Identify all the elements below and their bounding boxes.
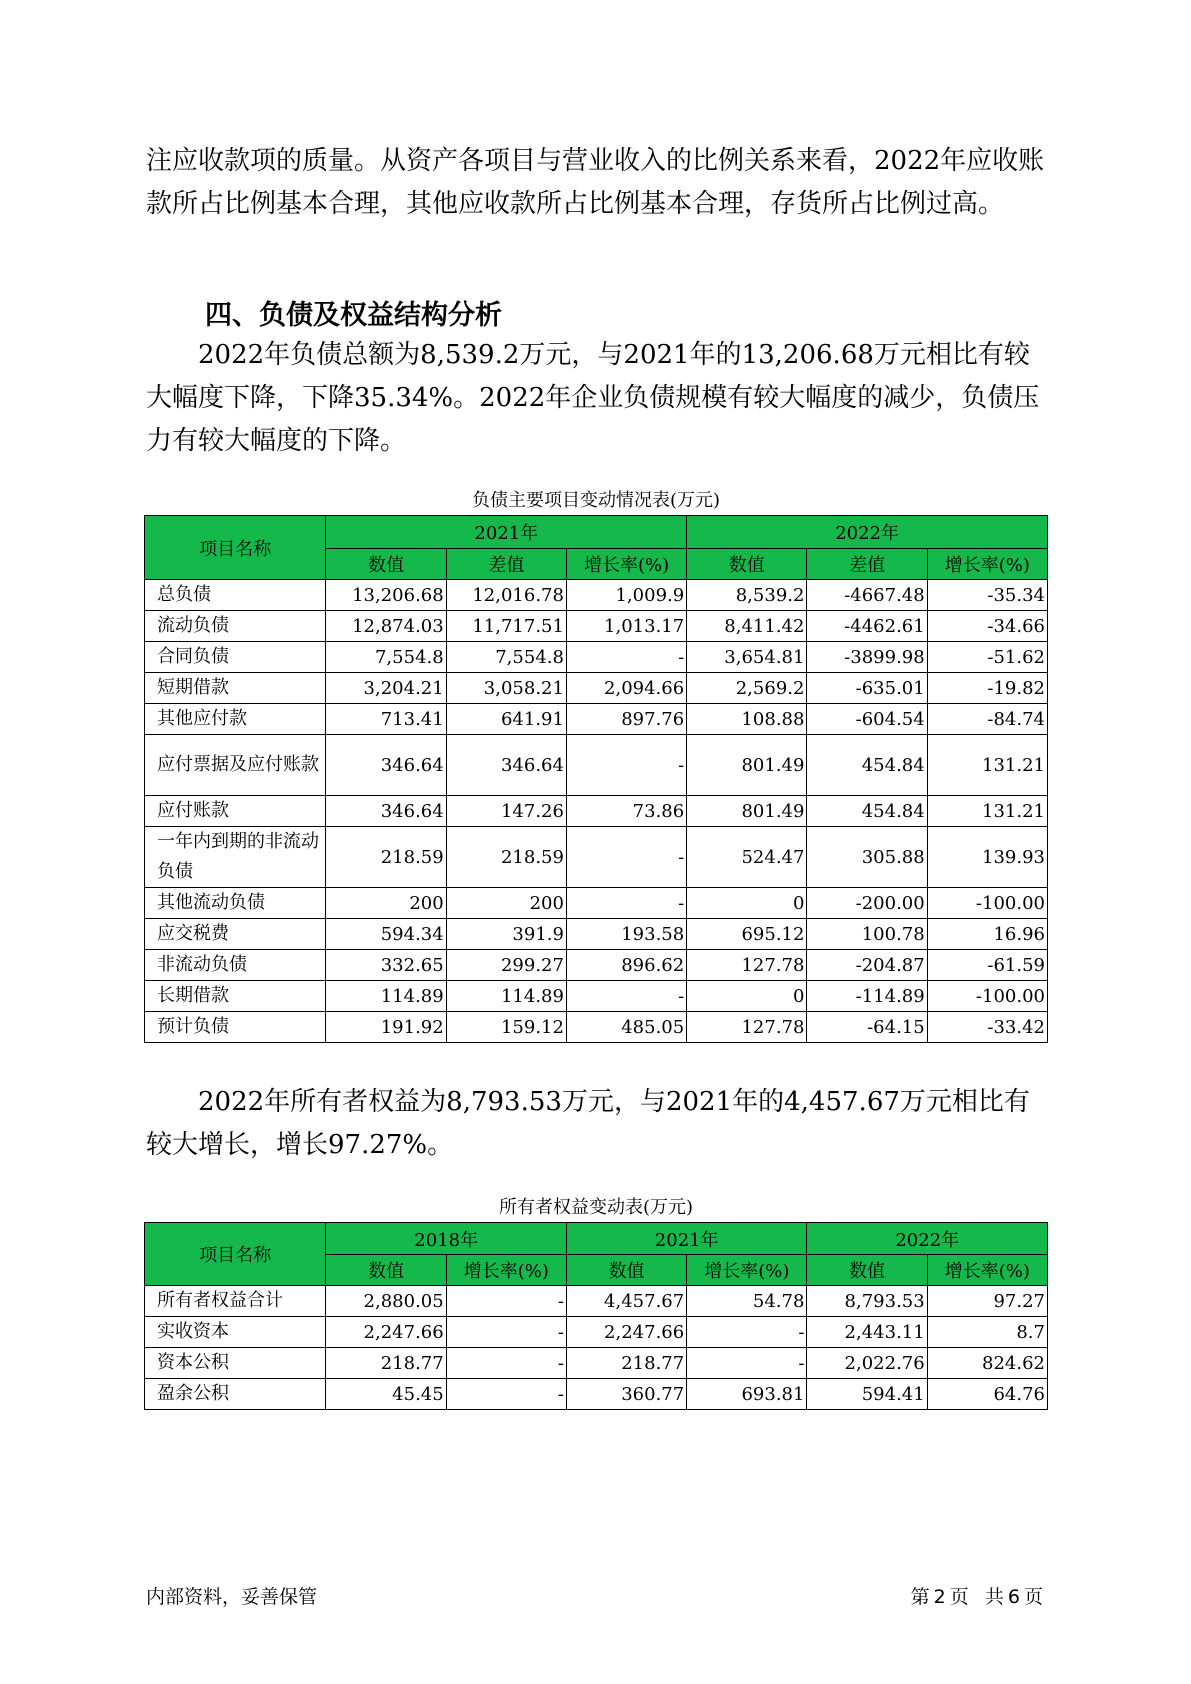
table-cell: 801.49 (687, 735, 807, 796)
row-label: 盈余公积 (145, 1379, 326, 1410)
table-row (145, 981, 1048, 1012)
table-cell: 2,880.05 (326, 1286, 446, 1317)
table-cell: -34.66 (927, 611, 1047, 642)
table-cell: 801.49 (687, 796, 807, 827)
footer-page-num: 2 (933, 1586, 946, 1608)
table-cell: 713.41 (326, 704, 446, 735)
row-label: 流动负债 (145, 611, 326, 642)
liability-subheader: 数值 (687, 549, 807, 580)
table-cell: -4462.61 (807, 611, 927, 642)
table-cell: 695.12 (687, 919, 807, 950)
table-cell: 332.65 (326, 950, 446, 981)
table-cell: 7,554.8 (446, 642, 566, 673)
table-row (145, 642, 1048, 673)
table-cell: 131.21 (927, 735, 1047, 796)
row-label: 短期借款 (145, 673, 326, 704)
table-cell: 454.84 (807, 735, 927, 796)
table-cell: 13,206.68 (326, 580, 446, 611)
table-cell: 594.34 (326, 919, 446, 950)
row-label: 应付票据及应付账款 (145, 735, 326, 796)
table-row (145, 919, 1048, 950)
table-cell: 693.81 (687, 1379, 807, 1410)
table-cell: 346.64 (446, 735, 566, 796)
liability-year-header: 2022年 (687, 516, 1048, 549)
table-row (145, 1348, 1048, 1379)
table-cell: 114.89 (446, 981, 566, 1012)
table-cell: 485.05 (566, 1012, 686, 1043)
table-cell: 897.76 (566, 704, 686, 735)
table-cell: 3,654.81 (687, 642, 807, 673)
table-cell: 524.47 (687, 827, 807, 888)
table-cell: 12,874.03 (326, 611, 446, 642)
table-cell: 824.62 (927, 1348, 1047, 1379)
table-cell: -64.15 (807, 1012, 927, 1043)
table-cell: 2,247.66 (566, 1317, 686, 1348)
table-cell: -204.87 (807, 950, 927, 981)
table-row (145, 796, 1048, 827)
row-label: 其他应付款 (145, 704, 326, 735)
table-cell: 360.77 (566, 1379, 686, 1410)
table-cell: 1,013.17 (566, 611, 686, 642)
table-row (145, 1317, 1048, 1348)
table-cell: 299.27 (446, 950, 566, 981)
equity-table (144, 1222, 1048, 1410)
table-cell: - (446, 1348, 566, 1379)
footer-page-suffix: 页 (949, 1586, 969, 1608)
table-cell: 8,539.2 (687, 580, 807, 611)
table-row (145, 704, 1048, 735)
row-label: 所有者权益合计 (145, 1286, 326, 1317)
table-cell: 191.92 (326, 1012, 446, 1043)
row-label: 应交税费 (145, 919, 326, 950)
table-cell: -19.82 (927, 673, 1047, 704)
table-cell: - (566, 888, 686, 919)
row-label: 资本公积 (145, 1348, 326, 1379)
table-cell: 2,247.66 (326, 1317, 446, 1348)
table-row (145, 950, 1048, 981)
liability-subheader: 增长率(%) (566, 549, 686, 580)
table-cell: 147.26 (446, 796, 566, 827)
equity-subheader: 增长率(%) (446, 1255, 566, 1286)
table-cell: 2,443.11 (807, 1317, 927, 1348)
table-cell: 218.59 (446, 827, 566, 888)
table-cell: 139.93 (927, 827, 1047, 888)
footer-confidential: 内部资料，妥善保管 (146, 1586, 318, 1608)
table-cell: 2,022.76 (807, 1348, 927, 1379)
table-cell: -35.34 (927, 580, 1047, 611)
paragraph-liabilities-text: 2022年负债总额为8,539.2万元，与2021年的13,206.68万元相比有较大幅度下降，下降35.34%。2022年企业负债规模有较大幅度的减少，负债压力有较大幅度的下降。 (146, 340, 1040, 456)
table-cell: -100.00 (927, 981, 1047, 1012)
table-cell: 127.78 (687, 950, 807, 981)
table-row (145, 611, 1048, 642)
table-cell: 11,717.51 (446, 611, 566, 642)
table-cell: 97.27 (927, 1286, 1047, 1317)
liability-subheader: 数值 (326, 549, 446, 580)
row-label: 其他流动负债 (145, 888, 326, 919)
table-cell: 8.7 (927, 1317, 1047, 1348)
liability-year-header: 2021年 (326, 516, 687, 549)
table-cell: - (446, 1379, 566, 1410)
equity-year-header: 2021年 (566, 1223, 807, 1255)
table-cell: -33.42 (927, 1012, 1047, 1043)
table-cell: 3,058.21 (446, 673, 566, 704)
row-label: 应付账款 (145, 796, 326, 827)
equity-subheader: 数值 (326, 1255, 446, 1286)
table-cell: -51.62 (927, 642, 1047, 673)
table-cell: 2,094.66 (566, 673, 686, 704)
table-cell: - (446, 1317, 566, 1348)
table-cell: 12,016.78 (446, 580, 566, 611)
table-cell: 0 (687, 981, 807, 1012)
section-heading: 四、负债及权益结构分析 (205, 300, 502, 331)
liability-col-name-header: 项目名称 (145, 516, 326, 580)
table-row (145, 827, 1048, 888)
table-cell: 391.9 (446, 919, 566, 950)
equity-year-header: 2018年 (326, 1223, 567, 1255)
table-cell: 54.78 (687, 1286, 807, 1317)
table-cell: 346.64 (326, 796, 446, 827)
equity-subheader: 增长率(%) (927, 1255, 1047, 1286)
table-cell: -100.00 (927, 888, 1047, 919)
table-cell: 0 (687, 888, 807, 919)
row-label: 长期借款 (145, 981, 326, 1012)
row-label: 一年内到期的非流动负债 (145, 827, 326, 888)
row-label: 总负债 (145, 580, 326, 611)
table-cell: 346.64 (326, 735, 446, 796)
liability-table (144, 515, 1048, 1043)
equity-subheader: 增长率(%) (687, 1255, 807, 1286)
table-cell: 594.41 (807, 1379, 927, 1410)
table-row (145, 888, 1048, 919)
table-cell: 305.88 (807, 827, 927, 888)
table-cell: 114.89 (326, 981, 446, 1012)
equity-subheader: 数值 (566, 1255, 686, 1286)
paragraph-equity-text: 2022年所有者权益为8,793.53万元，与2021年的4,457.67万元相比有较大增长，增长97.27%。 (146, 1087, 1030, 1160)
table-cell: - (446, 1286, 566, 1317)
table-cell: 45.45 (326, 1379, 446, 1410)
table-cell: 4,457.67 (566, 1286, 686, 1317)
table-cell: -3899.98 (807, 642, 927, 673)
equity-year-header: 2022年 (807, 1223, 1048, 1255)
table-cell: -61.59 (927, 950, 1047, 981)
table-cell: 896.62 (566, 950, 686, 981)
table-cell: 641.91 (446, 704, 566, 735)
table-cell: -200.00 (807, 888, 927, 919)
table-row (145, 1379, 1048, 1410)
footer-total-suffix: 页 (1023, 1586, 1043, 1608)
row-label: 非流动负债 (145, 950, 326, 981)
table-cell: 1,009.9 (566, 580, 686, 611)
table-cell: 454.84 (807, 796, 927, 827)
footer-page-number (909, 1585, 1045, 1609)
table-cell: 200 (326, 888, 446, 919)
table-cell: - (687, 1348, 807, 1379)
table-cell: 108.88 (687, 704, 807, 735)
table-cell: 200 (446, 888, 566, 919)
table-row (145, 673, 1048, 704)
table-row (145, 1286, 1048, 1317)
table-cell: 131.21 (927, 796, 1047, 827)
row-label: 实收资本 (145, 1317, 326, 1348)
table-cell: 8,793.53 (807, 1286, 927, 1317)
table-cell: - (566, 642, 686, 673)
table-cell: 218.77 (326, 1348, 446, 1379)
liability-subheader: 差值 (446, 549, 566, 580)
table-cell: -84.74 (927, 704, 1047, 735)
table-row (145, 735, 1048, 796)
table-cell: 218.77 (566, 1348, 686, 1379)
liability-table-caption: 负债主要项目变动情况表(万元) (471, 490, 721, 511)
paragraph-receivables: 注应收款项的质量。从资产各项目与营业收入的比例关系来看，2022年应收账款所占比例基本合理，其他应收款所占比例基本合理，存货所占比例过高。 (146, 146, 1045, 219)
table-cell: 3,204.21 (326, 673, 446, 704)
table-cell: - (566, 827, 686, 888)
table-cell: 16.96 (927, 919, 1047, 950)
table-cell: -635.01 (807, 673, 927, 704)
table-cell: - (566, 735, 686, 796)
paragraph-equity (146, 1081, 1046, 1167)
table-cell: - (687, 1317, 807, 1348)
table-cell: 2,569.2 (687, 673, 807, 704)
footer-page-prefix: 第 (910, 1586, 930, 1608)
table-row (145, 580, 1048, 611)
liability-subheader: 增长率(%) (927, 549, 1047, 580)
equity-subheader: 数值 (807, 1255, 927, 1286)
equity-col-name-header: 项目名称 (145, 1223, 326, 1286)
table-row (145, 1012, 1048, 1043)
row-label: 合同负债 (145, 642, 326, 673)
footer-total-num: 6 (1007, 1586, 1020, 1608)
table-cell: 159.12 (446, 1012, 566, 1043)
equity-table-caption: 所有者权益变动表(万元) (498, 1197, 694, 1218)
table-cell: 100.78 (807, 919, 927, 950)
table-cell: 8,411.42 (687, 611, 807, 642)
paragraph-liabilities (146, 334, 1046, 463)
table-cell: 64.76 (927, 1379, 1047, 1410)
table-cell: -604.54 (807, 704, 927, 735)
liability-subheader: 差值 (807, 549, 927, 580)
table-cell: -4667.48 (807, 580, 927, 611)
table-cell: - (566, 981, 686, 1012)
row-label: 预计负债 (145, 1012, 326, 1043)
table-cell: 193.58 (566, 919, 686, 950)
table-cell: 127.78 (687, 1012, 807, 1043)
footer-total-prefix: 共 (984, 1586, 1004, 1608)
table-cell: 218.59 (326, 827, 446, 888)
table-cell: -114.89 (807, 981, 927, 1012)
table-cell: 7,554.8 (326, 642, 446, 673)
table-cell: 73.86 (566, 796, 686, 827)
